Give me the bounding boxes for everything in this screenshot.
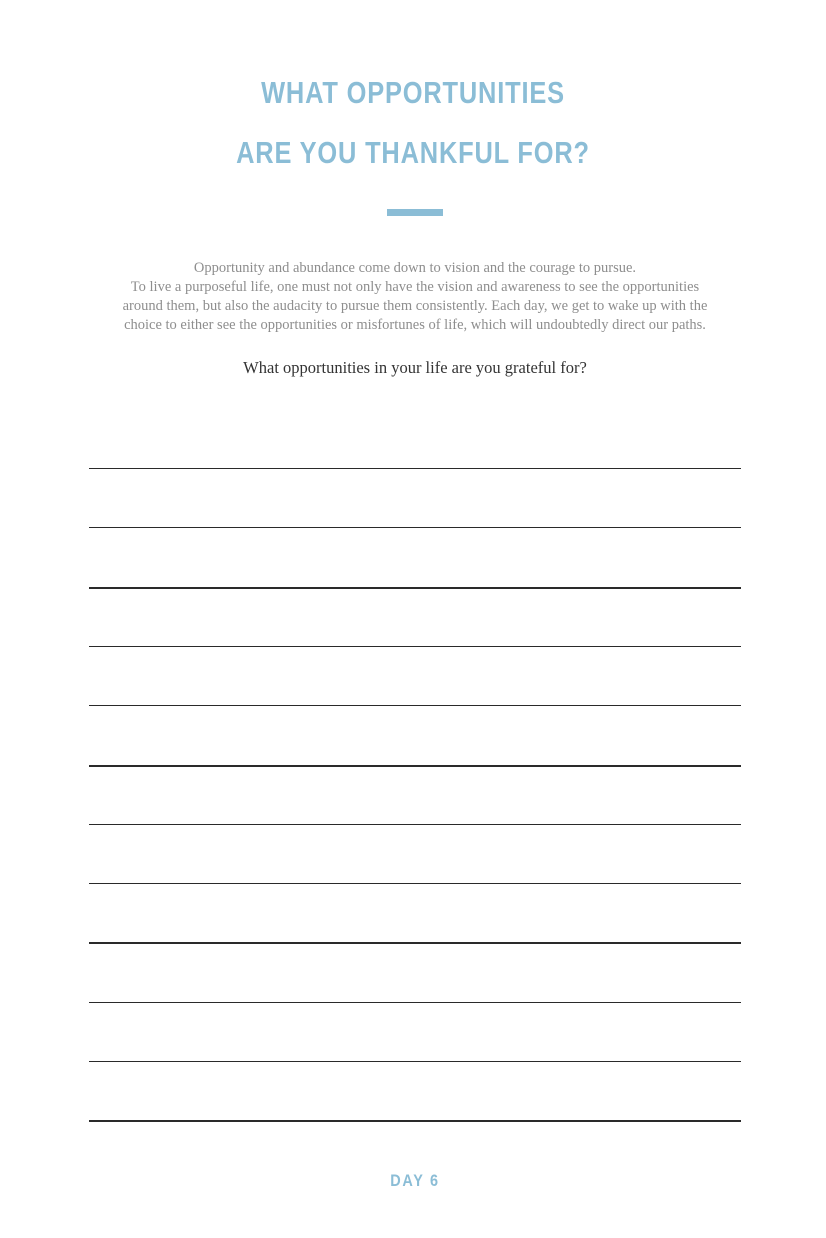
intro-line: choice to either see the opportunities or misfortunes of life, which will undoubtedly direct our paths.	[124, 317, 706, 333]
title-divider	[387, 209, 443, 216]
intro-paragraph	[100, 259, 730, 335]
writing-line[interactable]	[89, 824, 741, 825]
writing-line[interactable]	[89, 587, 741, 589]
intro-line: To live a purposeful life, one must not only have the vision and awareness to see the opportunities	[130, 279, 700, 295]
writing-line[interactable]	[89, 1120, 741, 1122]
intro-line: around them, but also the audacity to pursue them consistently. Each day, we get to wake up with the	[122, 298, 708, 314]
writing-line[interactable]	[89, 468, 741, 469]
intro-line: Opportunity and abundance come down to vision and the courage to pursue.	[193, 260, 637, 276]
writing-line[interactable]	[89, 1061, 741, 1062]
page-title-line-2: ARE YOU THANKFUL FOR?	[236, 135, 590, 170]
journal-prompt: What opportunities in your life are you grateful for?	[243, 358, 587, 377]
writing-line[interactable]	[89, 646, 741, 647]
writing-line[interactable]	[89, 942, 741, 944]
day-label: DAY 6	[390, 1171, 440, 1190]
writing-line[interactable]	[89, 1002, 741, 1003]
writing-line[interactable]	[89, 705, 741, 706]
writing-line[interactable]	[89, 883, 741, 884]
writing-line[interactable]	[89, 765, 741, 767]
writing-line[interactable]	[89, 527, 741, 528]
page-title-line-1: WHAT OPPORTUNITIES	[261, 75, 565, 110]
